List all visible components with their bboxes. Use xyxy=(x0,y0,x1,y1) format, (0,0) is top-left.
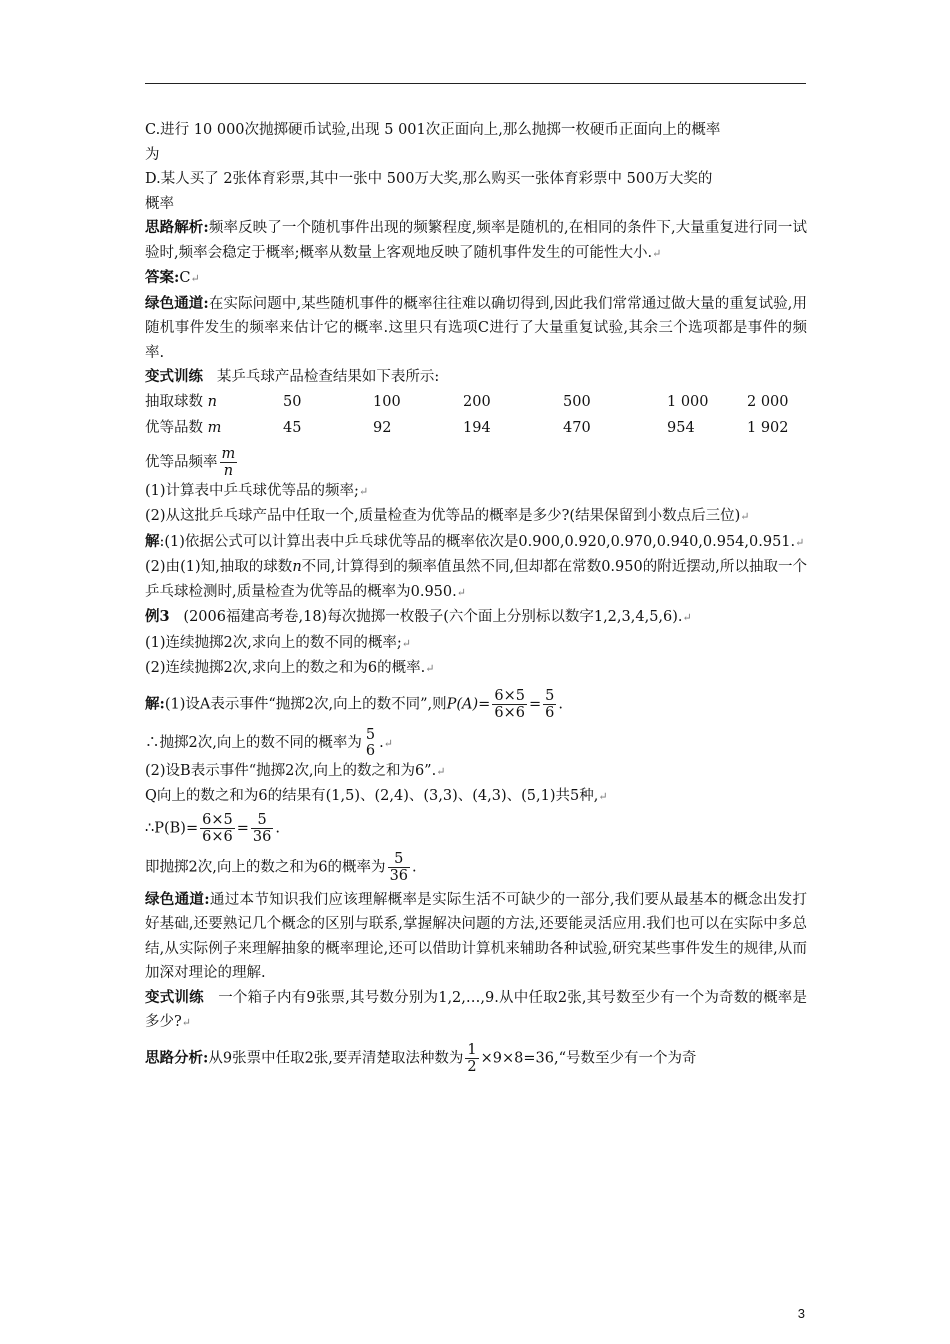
option-c-line2: 为 xyxy=(145,146,160,163)
table-row xyxy=(145,416,807,442)
table-cell: 50 xyxy=(283,394,302,411)
example-3-q2: (2)连续抛掷2次,求向上的数之和为6的概率.↵ xyxy=(145,660,435,676)
answer-text: C xyxy=(179,270,191,286)
frequency-label: 优等品频率 xyxy=(145,454,218,470)
fraction: $\frac{5}{6}$ xyxy=(545,687,555,721)
example-3: 例3 (2006福建高考卷,18)每次抛掷一枚骰子(六个面上分别标以数字1,2,3,4,5,6).↵ xyxy=(145,608,692,625)
table-cell: 1 902 xyxy=(747,420,789,437)
header-rule xyxy=(145,83,806,84)
table-cell: 1 000 xyxy=(667,394,709,411)
green-channel-2: 绿色通道:通过本节知识我们应该理解概率是实际生活不可缺少的一部分,我们要从最基本的概念出发打好基础,还要熟记几个概念的区别与联系,掌握解决问题的方法,还要能灵活应用.我们也可以在实际中多总结,从实际例子来理解抽象的概率理论,还可以借助计算机来辅助各种试验,研究某些事件发生的规律,从而加深对理论的理解. xyxy=(145,890,807,981)
analysis-2: 思路分析:从9张票中任取2张,要弄清楚取法种数为 $\frac{1}{2}$ ×9×8=36,“号数至少有一个为奇 xyxy=(145,1041,697,1075)
green-channel-text: 在实际问题中,某些随机事件的概率往往难以确切得到,因此我们常常通过做大量的重复试验,用随机事件发生的频率来估计它的概率.这里只有选项C进行了大量重复试验,其余三个选项都是事件的频率. xyxy=(145,295,807,361)
return-mark: ↵ xyxy=(652,246,662,260)
fraction: $\frac{5}{36}$ xyxy=(252,811,272,845)
solution-3c: (2)设B表示事件“抛掷2次,向上的数之和为6”.↵ xyxy=(145,762,446,779)
fraction: 5 6 xyxy=(365,726,376,759)
table-cell: 45 xyxy=(283,420,302,437)
green-channel-label: 绿色通道: xyxy=(145,294,209,312)
solution-3e: ∴P(B)= $\frac{6\times 5}{6\times 6}$ = $\frac{5}{36}$ . xyxy=(145,811,280,845)
fraction: $\frac{6\times 5}{6\times 6}$ xyxy=(494,687,525,721)
page-content xyxy=(145,118,807,1075)
table-row xyxy=(145,390,807,416)
solution-3d: Q向上的数之和为6的结果有(1,5)、(2,4)、(3,3)、(4,3)、(5,1)共5种,↵ xyxy=(145,788,608,804)
option-c-line1: C.进行 10 000次抛掷硬币试验,出现 5 001次正面向上,那么抛掷一枚硬币正面向上的概率 xyxy=(145,122,721,138)
fraction: $\frac{m}{n}$ xyxy=(221,445,236,479)
solution-1: 解:(1)依据公式可以计算出表中乒乓球优等品的概率依次是0.900,0.920,0.970,0.940,0.954,0.951.↵ xyxy=(145,532,805,550)
analysis-label: 思路解析: xyxy=(145,219,209,236)
practice-line xyxy=(145,365,807,390)
practice-label: 变式训练 xyxy=(145,368,203,385)
solution-3b: ∴抛掷2次,向上的数不同的概率为 5 6 .↵ xyxy=(145,726,393,759)
answer-line: 答案:C↵ xyxy=(145,269,200,286)
result-table xyxy=(145,390,807,442)
example-label: 例3 xyxy=(145,608,170,625)
frequency-row xyxy=(145,446,807,479)
table-cell: 954 xyxy=(667,420,695,437)
option-d-line2: 概率 xyxy=(145,195,174,212)
table-cell: 194 xyxy=(463,420,491,437)
page-number: 3 xyxy=(797,1306,805,1321)
green-channel-paragraph xyxy=(145,292,807,366)
table-cell: 2 000 xyxy=(747,394,789,411)
practice-text: 某乒乓球产品检查结果如下表所示: xyxy=(216,369,440,385)
analysis-paragraph xyxy=(145,216,807,266)
solution-3f: 即抛掷2次,向上的数之和为6的概率为 $\frac{5}{36}$ . xyxy=(145,850,417,884)
table-cell: 100 xyxy=(373,394,401,411)
practice-2: 变式训练 一个箱子内有9张票,其号数分别为1,2,…,9.从中任取2张,其号数至少有一个为奇数的概率是多少?↵ xyxy=(145,988,808,1030)
fraction: $\frac{1}{2}$ xyxy=(467,1041,477,1075)
table-cell: 抽取球数 n xyxy=(145,394,217,411)
table-cell: 92 xyxy=(373,420,392,437)
table-cell: 470 xyxy=(563,420,591,437)
table-cell: 500 xyxy=(563,394,591,411)
analysis-text: 频率反映了一个随机事件出现的频繁程度,频率是随机的,在相同的条件下,大量重复进行同一试验时,频率会稳定于概率;概率从数量上客观地反映了随机事件发生的可能性大小. xyxy=(145,220,807,261)
question-2: (2)从这批乒乓球产品中任取一个,质量检查为优等品的概率是多少?(结果保留到小数点后三位)↵ xyxy=(145,508,750,524)
fraction: $\frac{6\times 5}{6\times 6}$ xyxy=(202,811,233,845)
option-d-line1: D.某人买了 2张体育彩票,其中一张中 500万大奖,那么购买一张体育彩票中 500万大奖的 xyxy=(145,171,713,187)
fraction: $\frac{5}{36}$ xyxy=(389,850,409,884)
table-cell: 200 xyxy=(463,394,491,411)
solution-label: 解 xyxy=(145,532,160,550)
answer-label: 答案: xyxy=(145,269,180,286)
solution-2: (2)由(1)知,抽取的球数n不同,计算得到的频率值虽然不同,但却都在常数0.950的附近摆动,所以抽取一个乒乓球检测时,质量检查为优等品的概率为0.950.↵ xyxy=(145,559,807,600)
question-1: (1)计算表中乒乓球优等品的频率;↵ xyxy=(145,482,369,499)
table-cell: 优等品数 m xyxy=(145,420,222,437)
example-3-q1: (1)连续抛掷2次,求向上的数不同的概率;↵ xyxy=(145,634,411,651)
solution-3a: 解:(1)设A表示事件“抛掷2次,向上的数不同”,则P(A)= $\frac{6\times 5}{6\times 6}$ = $\frac{5}{6}$ . xyxy=(145,687,563,721)
